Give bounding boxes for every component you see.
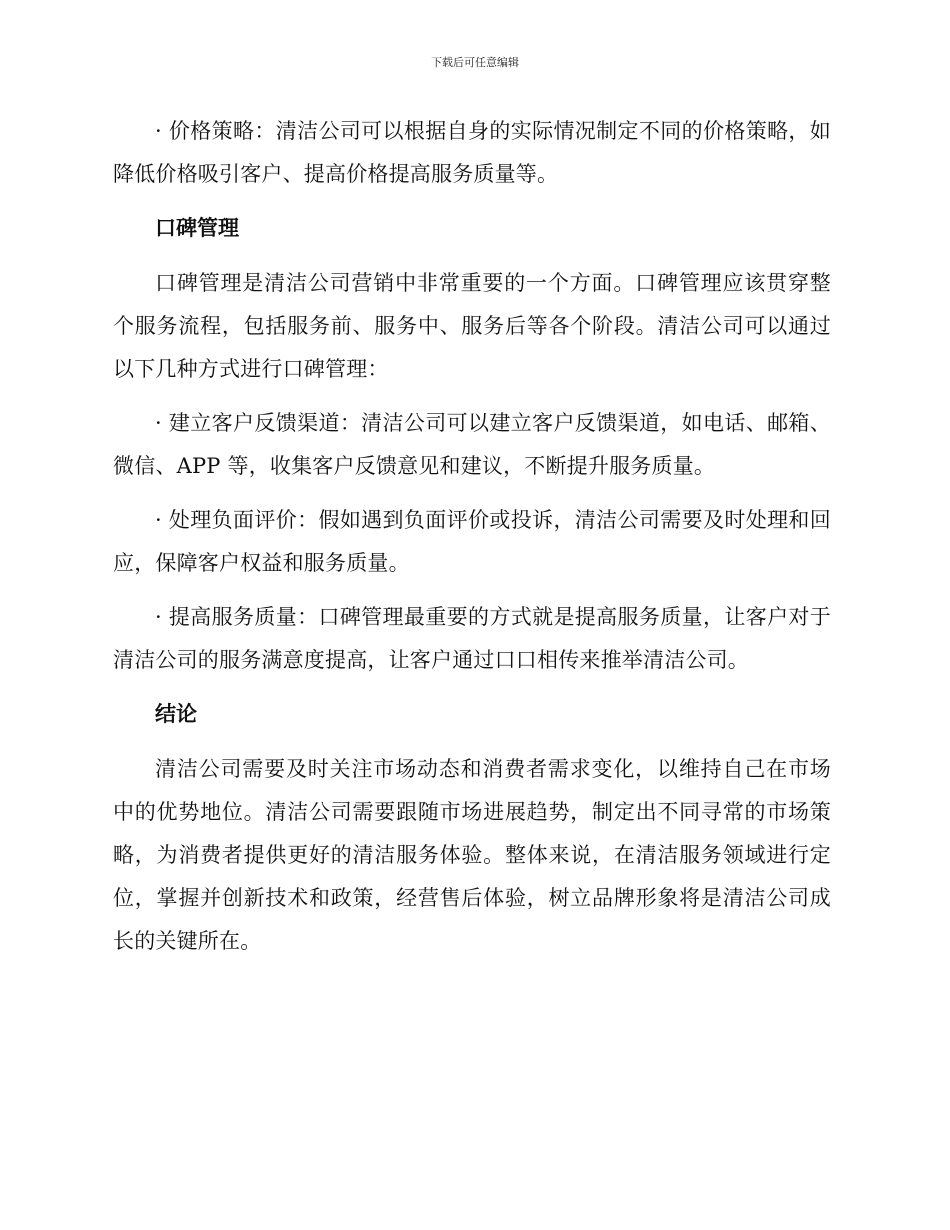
paragraph-conclusion: 清洁公司需要及时关注市场动态和消费者需求变化，以维持自己在市场中的优势地位。清洁公司需要跟随市场进展趋势，制定出不同寻常的市场策略，为消费者提供更好的清洁服务体验。整体来说，在清洁服务领域进行定位，掌握并创新技术和政策，经营售后体验，树立品牌形象将是清洁公司成长的关键所在。	[113, 757, 831, 953]
bullet-service-quality: · 提高服务质量：口碑管理最重要的方式就是提高服务质量，让客户对于清洁公司的服务满意度提高，让客户通过口口相传来推举清洁公司。	[113, 605, 831, 672]
bullet-negative-reviews: · 处理负面评价：假如遇到负面评价或投诉，清洁公司需要及时处理和回应，保障客户权益和服务质量。	[113, 508, 831, 575]
heading-conclusion: 结论	[155, 702, 197, 726]
bullet-price-strategy: · 价格策略：清洁公司可以根据自身的实际情况制定不同的价格策略，如降低价格吸引客户、提高价格提高服务质量等。	[113, 119, 831, 186]
paragraph-reputation-management: 口碑管理是清洁公司营销中非常重要的一个方面。口碑管理应该贯穿整个服务流程，包括服务前、服务中、服务后等各个阶段。清洁公司可以通过以下几种方式进行口碑管理：	[113, 271, 831, 381]
document-body	[113, 110, 831, 963]
header-note: 下载后可任意编辑	[431, 56, 519, 69]
heading-reputation-management: 口碑管理	[155, 216, 239, 240]
bullet-feedback-channel: · 建立客户反馈渠道：清洁公司可以建立客户反馈渠道，如电话、邮箱、微信、APP 等，收集客户反馈意见和建议，不断提升服务质量。	[113, 411, 831, 478]
